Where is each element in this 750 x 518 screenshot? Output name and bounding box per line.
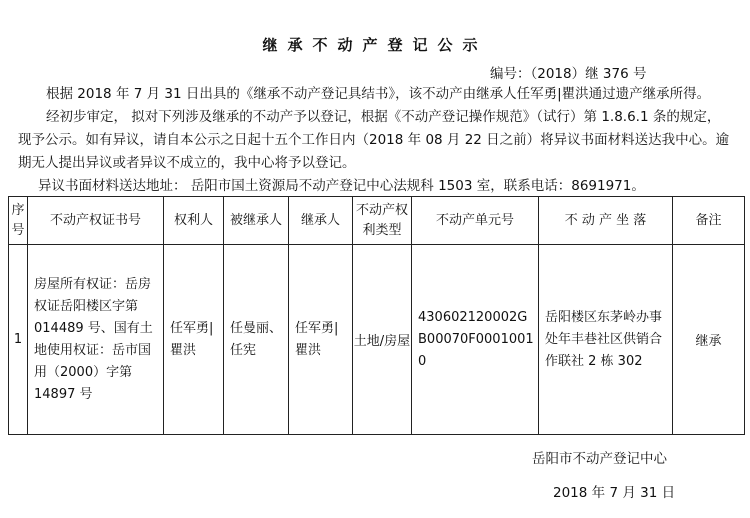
notice-title: 继承不动产登记公示 [262, 36, 488, 54]
cell-heir: 任军勇|瞿洪 [289, 245, 353, 435]
objection-address: 异议书面材料送达地址： 岳阳市国土资源局不动产登记中心法规科 1503 室，联系电话：8691971。 [38, 178, 645, 194]
header-type: 不动产权利类型 [353, 197, 412, 245]
header-unit: 不动产单元号 [412, 197, 539, 245]
header-location: 不 动 产 坐 落 [539, 197, 673, 245]
paragraph-review-line-1: 经初步审定， 拟对下列涉及继承的不动产予以登记，根据《不动产登记操作规范》（试行）第 1.8.6.1 条的规定， [46, 109, 721, 125]
cell-location: 岳阳楼区东茅岭办事处年丰巷社区供销合作联社 2 栋 302 [539, 245, 673, 435]
cell-decedent: 任曼丽、任宪 [224, 245, 289, 435]
paragraph-basis: 根据 2018 年 7 月 31 日出具的《继承不动产登记具结书》，该不动产由继承人任军勇|瞿洪通过遗产继承所得。 [46, 86, 711, 102]
cell-owner: 任军勇|瞿洪 [164, 245, 224, 435]
cell-unit: 430602120002GB00070F00010010 [412, 245, 539, 435]
paragraph-review-line-2: 现予公示。如有异议，请自本公示之日起十五个工作日内（2018 年 08 月 22 日之前）将异议书面材料送达我中心。逾 [18, 132, 730, 148]
serial-number: 编号：（2018）继 376 号 [490, 66, 647, 82]
paragraph-review-line-3: 期无人提出异议或者异议不成立的，我中心将予以登记。 [18, 155, 356, 171]
header-seq: 序号 [9, 197, 28, 245]
cell-note: 继承 [673, 245, 745, 435]
table-header-row [9, 197, 745, 245]
header-cert: 不动产权证书号 [28, 197, 164, 245]
cell-cert: 房屋所有权证：岳房权证岳阳楼区字第 014489 号、国有土地使用权证：岳市国用（2000）字第 14897 号 [28, 245, 164, 435]
header-owner: 权利人 [164, 197, 224, 245]
header-note: 备注 [673, 197, 745, 245]
header-heir: 继承人 [289, 197, 353, 245]
header-decedent: 被继承人 [224, 197, 289, 245]
issue-date: 2018 年 7 月 31 日 [553, 485, 676, 501]
registration-table [8, 196, 745, 435]
issuing-organization: 岳阳市不动产登记中心 [532, 451, 667, 467]
table-row [9, 245, 745, 435]
cell-seq: 1 [9, 245, 28, 435]
cell-type: 土地/房屋 [353, 245, 412, 435]
